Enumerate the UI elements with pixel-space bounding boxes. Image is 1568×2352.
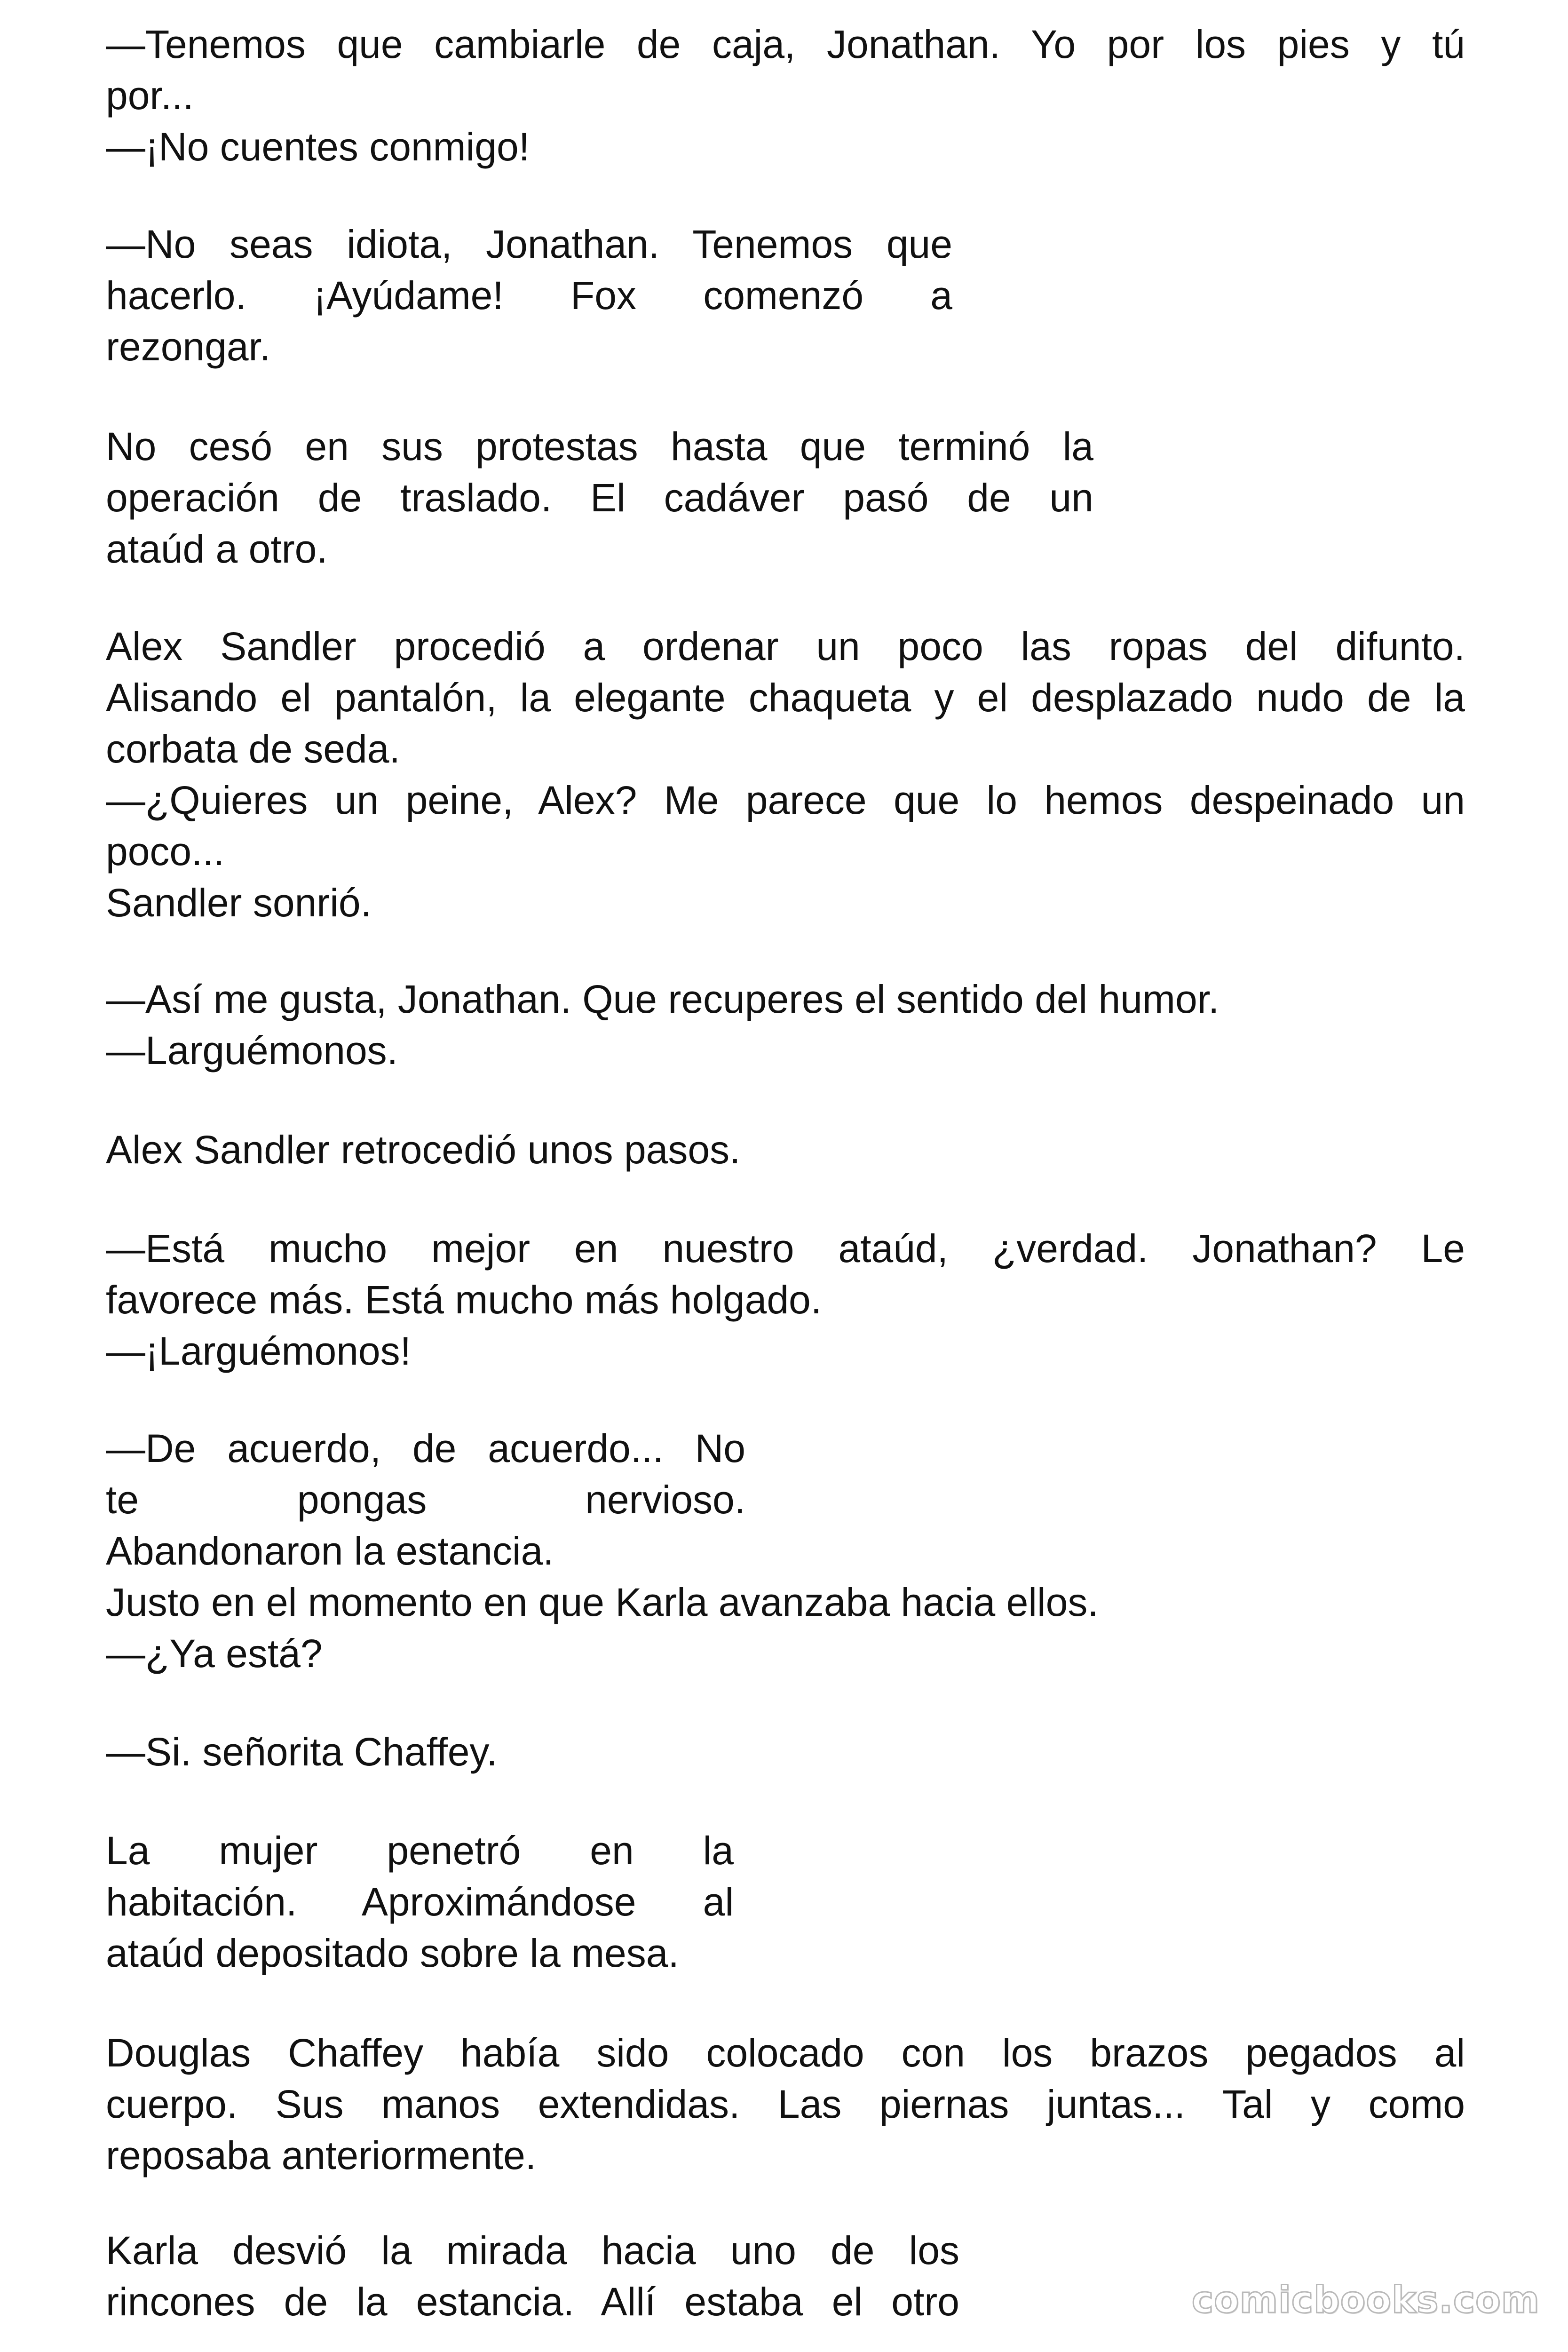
text-line: te pongas nervioso. bbox=[106, 1478, 745, 1522]
text-line: poco... bbox=[106, 829, 225, 874]
text-line: operación de traslado. El cadáver pasó de un bbox=[106, 476, 1093, 520]
paragraph-12 bbox=[106, 2225, 959, 2328]
text-line: No cesó en sus protestas hasta que terminó la bbox=[106, 424, 1093, 469]
text-line: Alisando el pantalón, la elegante chaqueta y el desplazado nudo de la bbox=[106, 675, 1465, 720]
text-line: La mujer penetró en la bbox=[106, 1828, 734, 1873]
watermark-logo: comicbooks.com bbox=[1191, 2279, 1540, 2321]
paragraph-2 bbox=[106, 219, 952, 373]
text-line: —De acuerdo, de acuerdo... No bbox=[106, 1426, 745, 1470]
text-line: cuerpo. Sus manos extendidas. Las piernas juntas... Tal y como bbox=[106, 2082, 1465, 2126]
text-line: —Larguémonos. bbox=[106, 1028, 398, 1073]
text-line: Alex Sandler retrocedió unos pasos. bbox=[106, 1128, 741, 1172]
text-line: —Así me gusta, Jonathan. Que recuperes el sentido del humor. bbox=[106, 977, 1220, 1021]
text-line: favorece más. Está mucho más holgado. bbox=[106, 1278, 822, 1322]
paragraph-4 bbox=[106, 621, 1465, 929]
text-line: Sandler sonrió. bbox=[106, 881, 372, 925]
text-line: Justo en el momento en que Karla avanzaba hacia ellos. bbox=[106, 1580, 1099, 1624]
paragraph-3 bbox=[106, 421, 1093, 575]
paragraph-1 bbox=[106, 19, 1465, 173]
text-line: corbata de seda. bbox=[106, 727, 400, 771]
text-line: —¡Larguémonos! bbox=[106, 1329, 411, 1373]
paragraph-10 bbox=[106, 1825, 734, 1979]
paragraph-6 bbox=[106, 1124, 1465, 1176]
paragraph-11 bbox=[106, 2027, 1465, 2181]
text-line: habitación. Aproximándose al bbox=[106, 1880, 734, 1924]
text-line: —¿Ya está? bbox=[106, 1631, 323, 1676]
text-line: reposaba anteriormente. bbox=[106, 2133, 537, 2177]
text-line: rincones de la estancia. Allí estaba el otro bbox=[106, 2280, 959, 2324]
text-line: hacerlo. ¡Ayúdame! Fox comenzó a bbox=[106, 273, 952, 318]
text-line: —No seas idiota, Jonathan. Tenemos que bbox=[106, 222, 952, 266]
text-line: Douglas Chaffey había sido colocado con los brazos pegados al bbox=[106, 2031, 1465, 2075]
text-line: Karla desvió la mirada hacia uno de los bbox=[106, 2228, 959, 2273]
text-line: —Si. señorita Chaffey. bbox=[106, 1730, 498, 1774]
text-line: por... bbox=[106, 73, 194, 118]
text-line: Abandonaron la estancia. bbox=[106, 1529, 554, 1573]
text-line: ataúd depositado sobre la mesa. bbox=[106, 1931, 679, 1975]
paragraph-8 bbox=[106, 1423, 1099, 1679]
paragraph-7 bbox=[106, 1223, 1465, 1377]
text-line: rezongar. bbox=[106, 325, 271, 369]
text-line: —Está mucho mejor en nuestro ataúd, ¿verdad. Jonathan? Le bbox=[106, 1226, 1465, 1271]
paragraph-5 bbox=[106, 974, 1465, 1076]
text-line: —¡No cuentes conmigo! bbox=[106, 125, 530, 169]
text-line: ataúd a otro. bbox=[106, 527, 328, 571]
text-line: —Tenemos que cambiarle de caja, Jonathan. Yo por los pies y tú bbox=[106, 22, 1465, 66]
text-line: Alex Sandler procedió a ordenar un poco las ropas del difunto. bbox=[106, 624, 1465, 668]
paragraph-9 bbox=[106, 1726, 1465, 1778]
text-line: —¿Quieres un peine, Alex? Me parece que lo hemos despeinado un bbox=[106, 778, 1465, 822]
